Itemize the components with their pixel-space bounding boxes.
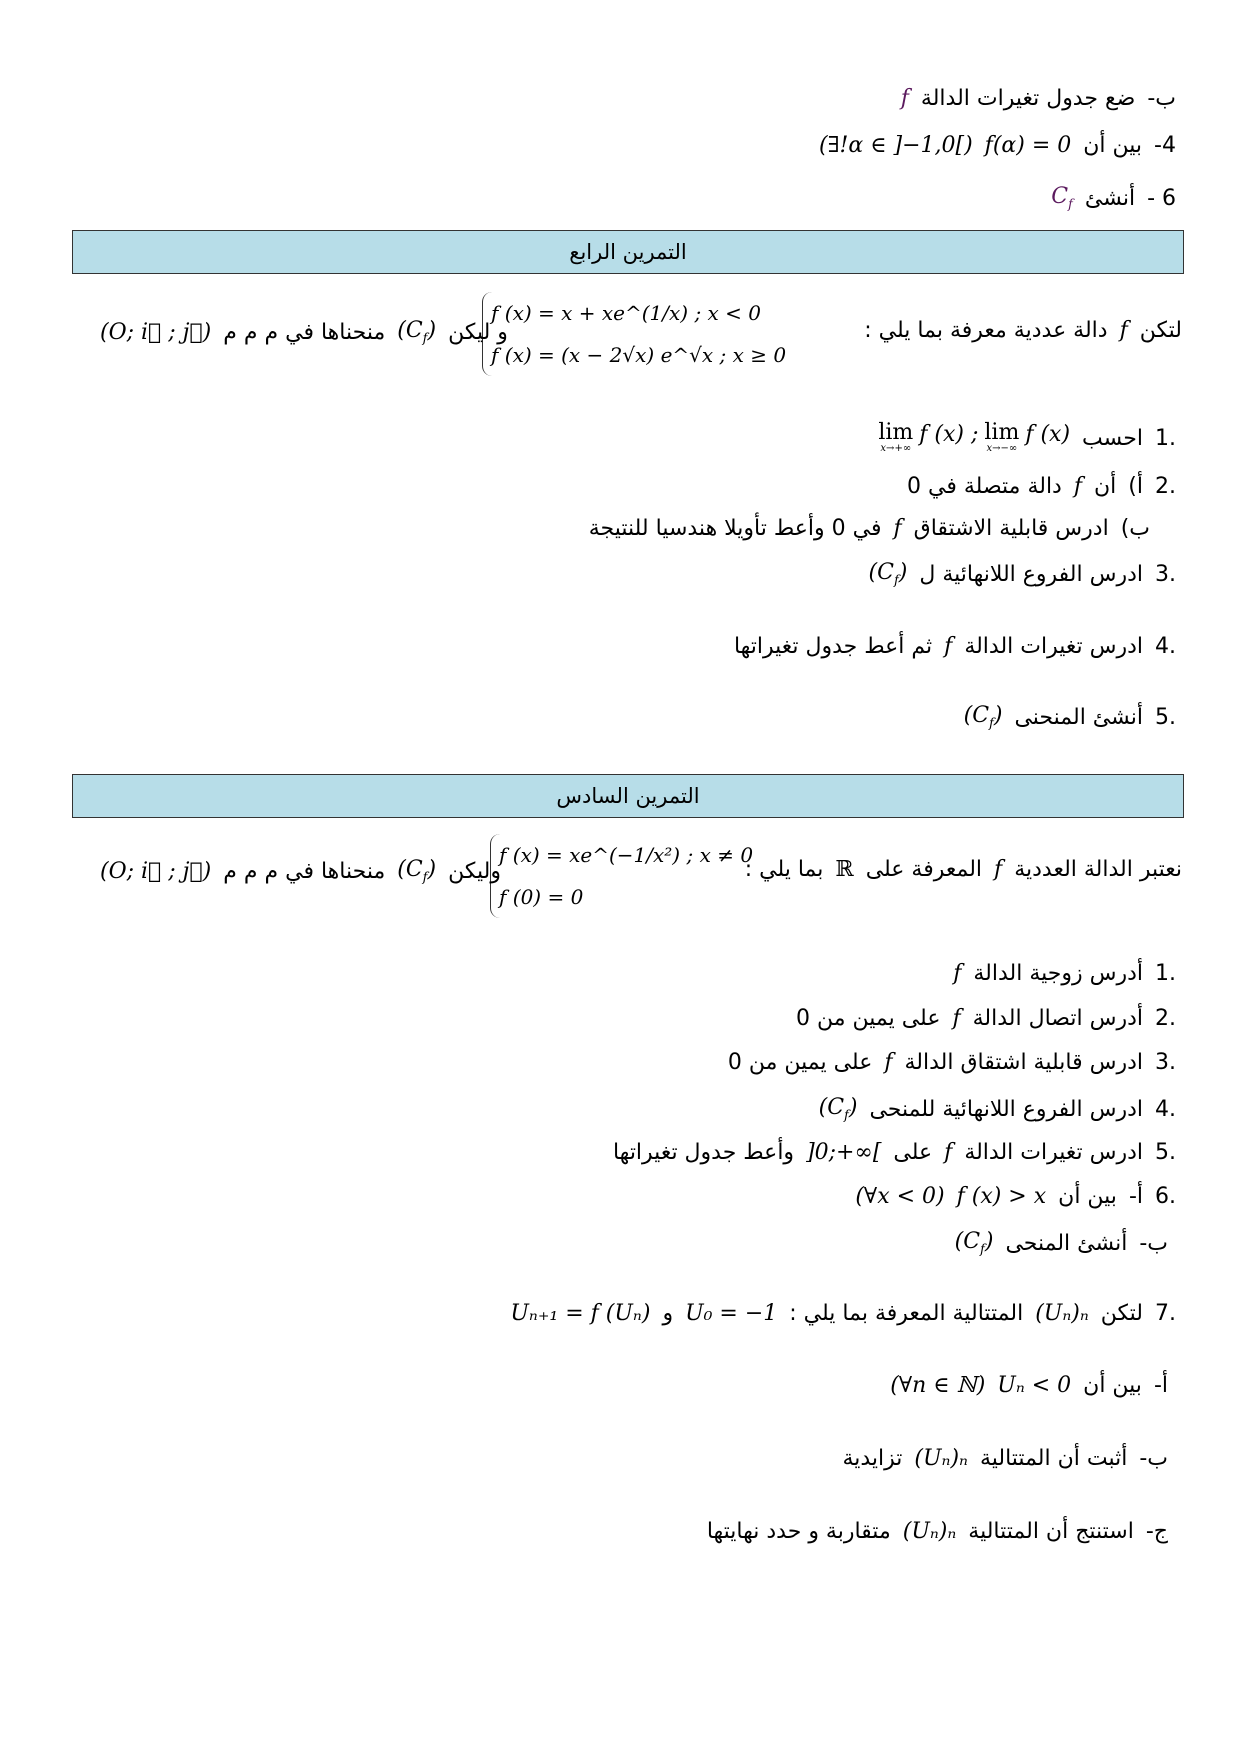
math: f xyxy=(944,634,953,659)
curve-label: $(C_f)$ xyxy=(963,703,1003,732)
item-text: ادرس قابلية اشتقاق الدالة xyxy=(904,1050,1143,1075)
item-number: 2. xyxy=(1155,474,1176,499)
text: منحناها في م م م xyxy=(223,858,386,884)
top-line-1 xyxy=(901,86,1176,111)
item-number: 3. xyxy=(1155,561,1176,587)
item-text: المتتالية المعرفة بما يلي : xyxy=(789,1301,1024,1326)
math: f xyxy=(994,857,1003,882)
intro-text: دالة عددية معرفة بما يلي : xyxy=(864,318,1108,343)
item-text: دالة متصلة في 0 xyxy=(907,474,1062,499)
exercise-title: التمرين الرابع xyxy=(569,240,687,264)
exercise-title: التمرين السادس xyxy=(556,784,700,808)
item-text: أدرس زوجية الدالة xyxy=(973,961,1143,986)
item-text: أدرس اتصال الدالة xyxy=(972,1006,1143,1031)
item-text: احسب xyxy=(1082,425,1143,451)
math: (∀x < 0) xyxy=(855,1184,945,1209)
case-2: f (x) = (x − 2√x) e^√x ; x ≥ 0 xyxy=(491,343,787,367)
curve-label: $(C_f)$ xyxy=(397,318,437,347)
case-1: f (x) = xe^(−1/x²) ; x ≠ 0 xyxy=(499,843,754,867)
math: ℝ xyxy=(835,857,854,882)
item-text: على يمين من 0 xyxy=(727,1050,873,1075)
sequence: (Uₙ)ₙ xyxy=(1035,1301,1089,1326)
ex6-curve-def xyxy=(100,857,501,885)
curve-label: $C_f$ xyxy=(1051,184,1073,213)
math: f (x) > x xyxy=(956,1184,1047,1209)
ex6-q5 xyxy=(613,1140,1176,1165)
item-text: على xyxy=(893,1140,933,1165)
item-number: 5. xyxy=(1155,1140,1176,1165)
ex6-q7c xyxy=(707,1519,1168,1544)
item-text: أنشئ xyxy=(1084,185,1136,211)
item-text: في 0 وأعط تأويلا هندسيا للنتيجة xyxy=(588,516,882,541)
ex6-q3 xyxy=(728,1050,1176,1075)
item-number: 4. xyxy=(1155,634,1176,659)
ex4-q2b xyxy=(589,516,1150,541)
curve-label: $(C_f)$ xyxy=(954,1229,994,1258)
item-number: 1. xyxy=(1155,425,1176,451)
item-number: 5. xyxy=(1155,704,1176,730)
sequence: (Uₙ)ₙ xyxy=(902,1519,957,1544)
math: f xyxy=(884,1050,893,1075)
item-text: بين أن xyxy=(1083,133,1143,158)
case-2: f (0) = 0 xyxy=(499,885,584,909)
ex4-q2a xyxy=(907,474,1176,499)
top-line-3 xyxy=(1051,184,1176,212)
text: و ليكن xyxy=(448,319,508,345)
math: U₀ = −1 xyxy=(685,1301,778,1326)
item-text: و xyxy=(662,1301,674,1326)
item-label: أ- xyxy=(1153,1373,1168,1398)
frame: (O; i⃗ ; j⃗) xyxy=(100,319,212,345)
math: f xyxy=(952,1006,961,1031)
math: f xyxy=(893,516,902,541)
math: f xyxy=(953,961,962,986)
sequence: (Uₙ)ₙ xyxy=(914,1446,968,1471)
ex4-curve-def xyxy=(100,318,508,346)
item-number: 7. xyxy=(1155,1301,1176,1326)
curve-label: $(C_f)$ xyxy=(818,1095,858,1124)
ex6-q7a xyxy=(890,1373,1168,1398)
math: (∀n ∈ ℕ) xyxy=(890,1373,986,1398)
ex6-q7b xyxy=(842,1446,1168,1471)
ex4-q4 xyxy=(734,634,1176,659)
item-text: ادرس الفروع اللانهائية ل xyxy=(919,561,1143,587)
item-label: ج- xyxy=(1145,1519,1168,1544)
item-text: استنتج أن المتتالية xyxy=(968,1519,1134,1544)
math: (∃!α ∈ ]−1,0[) xyxy=(819,133,973,158)
item-text: ادرس الفروع اللانهائية للمنحى xyxy=(869,1096,1143,1122)
item-text: ثم أعط جدول تغيراتها xyxy=(733,634,933,659)
item-text: أثبت أن المتتالية xyxy=(979,1446,1128,1471)
item-text: على يمين من 0 xyxy=(795,1006,941,1031)
item-text: بين أن xyxy=(1058,1184,1117,1209)
math: f xyxy=(900,86,909,111)
item-label: ب) xyxy=(1120,516,1150,541)
ex4-intro xyxy=(864,318,1182,343)
ex6-q4 xyxy=(819,1095,1176,1123)
item-text: لتكن xyxy=(1100,1301,1143,1326)
math: f(α) = 0 xyxy=(984,133,1072,158)
item-number: 6. xyxy=(1155,1184,1176,1209)
math: f xyxy=(1119,318,1128,343)
math: Uₙ₊₁ = f (Uₙ) xyxy=(510,1301,651,1326)
interval: ]0;+∞[ xyxy=(806,1140,882,1165)
item-text: أنشئ المنحنى xyxy=(1014,704,1143,730)
item-text: بين أن xyxy=(1083,1373,1142,1398)
item-text: أن xyxy=(1094,474,1117,499)
ex4-q5 xyxy=(964,703,1176,731)
case-1: f (x) = x + xe^(1/x) ; x < 0 xyxy=(491,301,762,325)
intro-text: نعتبر الدالة العددية xyxy=(1014,857,1182,882)
item-label: ب- xyxy=(1147,86,1176,111)
item-number: 3. xyxy=(1155,1050,1176,1075)
ex4-q3 xyxy=(869,560,1176,588)
item-text: متقاربة و حدد نهايتها xyxy=(706,1519,891,1544)
item-label: 4- xyxy=(1154,133,1176,158)
math: Uₙ < 0 xyxy=(997,1373,1072,1398)
item-text: ادرس تغيرات الدالة xyxy=(964,1140,1143,1165)
item-number: 2. xyxy=(1155,1006,1176,1031)
curve-label: $(C_f)$ xyxy=(397,857,437,886)
ex6-q7 xyxy=(510,1301,1176,1326)
ex6-q6b xyxy=(955,1229,1168,1257)
item-label: 6 - xyxy=(1147,185,1176,211)
intro-text: المعرفة على xyxy=(865,857,983,882)
ex6-q1 xyxy=(953,961,1176,986)
item-text: ضع جدول تغيرات الدالة xyxy=(920,86,1136,111)
curve-label: $(C_f)$ xyxy=(868,560,908,589)
intro-text: لتكن xyxy=(1139,318,1182,343)
item-label: أ) xyxy=(1128,474,1143,499)
item-text: ادرس تغيرات الدالة xyxy=(964,634,1143,659)
math: f xyxy=(1073,474,1083,499)
text: منحناها في م م م xyxy=(223,319,386,345)
item-number: 1. xyxy=(1155,961,1176,986)
item-label: ب- xyxy=(1139,1230,1168,1256)
limit-expr: lim x→+∞ f (x) ; lim x→−∞ f (x) xyxy=(878,420,1071,454)
ex4-q1 xyxy=(878,422,1176,454)
item-text: أنشئ المنحى xyxy=(1005,1230,1128,1256)
piecewise-definition xyxy=(490,834,753,918)
ex6-q2 xyxy=(796,1006,1176,1031)
text: وليكن xyxy=(448,858,501,884)
item-number: 4. xyxy=(1155,1096,1176,1122)
item-text: وأعط جدول تغيراتها xyxy=(612,1140,795,1165)
piecewise-definition xyxy=(482,292,786,376)
intro-text: بما يلي : xyxy=(744,857,824,882)
item-text: ادرس قابلية الاشتقاق xyxy=(913,516,1109,541)
ex6-q6a xyxy=(855,1184,1176,1209)
top-line-2 xyxy=(819,133,1176,158)
math: f xyxy=(944,1140,953,1165)
item-label: ب- xyxy=(1139,1446,1168,1471)
item-text: تزايدية xyxy=(842,1446,903,1471)
exercise-4-header xyxy=(72,230,1184,274)
item-label: أ- xyxy=(1128,1184,1143,1209)
frame: (O; i⃗ ; j⃗) xyxy=(100,858,212,884)
exercise-6-header xyxy=(72,774,1184,818)
ex6-intro xyxy=(745,857,1182,882)
